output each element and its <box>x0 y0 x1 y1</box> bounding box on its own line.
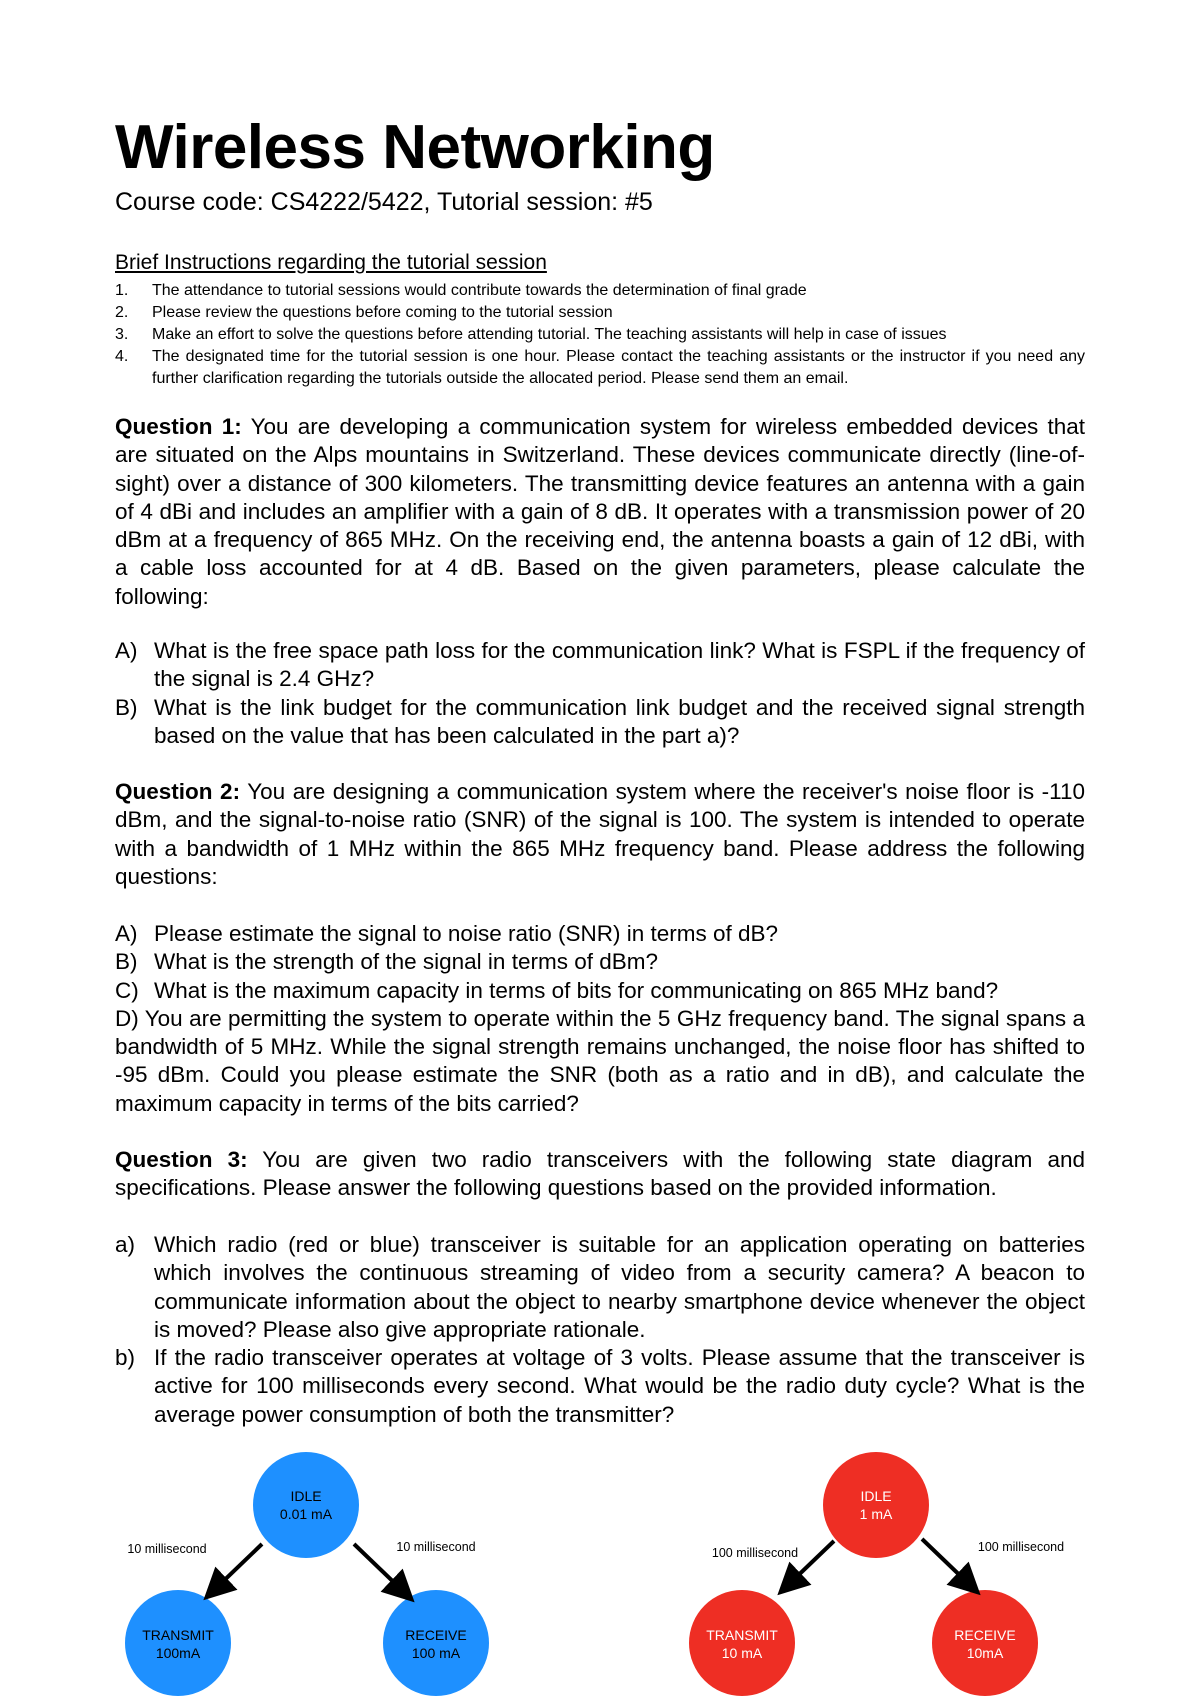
state-diagram-svg <box>0 1440 1200 1696</box>
question-part: B) What is the strength of the signal in terms of dBm? <box>115 949 658 975</box>
page-title: Wireless Networking <box>115 113 715 182</box>
red-radio-diagram <box>689 1452 1064 1696</box>
question-3-text: Question 3: You are given two radio transceivers with the following state diagram and specifications. Please answer the following questions based on the provided information. <box>115 1147 1085 1201</box>
instruction-item: 1. The attendance to tutorial sessions would contribute towards the determination of final grade <box>115 282 807 299</box>
instructions-list <box>115 280 1085 390</box>
question-1-text: Question 1: You are developing a communication system for wireless embedded devices that are situated on the Alps mountains in Switzerland. These devices communicate directly (line-of-sight) over a distance of 300 kilometers. The transmitting device features an antenna with a gain of 4 dBi and includes an amplifier with a gain of 8 dB. It operates with a transmission power of 20 dBm at a frequency of 865 MHz. On the receiving end, the antenna boasts a gain of 12 dBi, with a cable loss accounted for at 4 dB. Based on the given parameters, please calculate the following: <box>115 414 1085 609</box>
blue-transmit-current: 100mA <box>155 1645 201 1661</box>
blue-transmit-label: TRANSMIT <box>142 1627 214 1643</box>
question-part: b) If the radio transceiver operates at voltage of 3 volts. Please assume that the transceiver is active for 100 milliseconds every second. What would be the radio duty cycle? What is the average power consumption of both the transmitter? <box>115 1345 1085 1427</box>
red-receive-label: RECEIVE <box>954 1627 1016 1643</box>
blue-receive-label: RECEIVE <box>405 1627 467 1643</box>
question-1-parts <box>115 637 1085 750</box>
red-left-edge-label: 100 millisecond <box>711 1546 799 1560</box>
question-part: B) What is the link budget for the communication link budget and the received signal strength based on the value that has been calculated in the part a)? <box>115 694 1085 748</box>
red-receive-current: 10mA <box>966 1645 1004 1661</box>
blue-receive-node <box>383 1590 489 1696</box>
red-idle-node <box>823 1452 929 1558</box>
question-2-text: Question 2: You are designing a communication system where the receiver's noise floor is -110 dBm, and the signal-to-noise ratio (SNR) of the signal is 100. The system is intended to operate with a bandwidth of 1 MHz within the 865 MHz frequency band. Please address the following questions: <box>115 779 1085 889</box>
instructions-heading: Brief Instructions regarding the tutorial session <box>115 251 547 274</box>
instruction-item: 2. Please review the questions before coming to the tutorial session <box>115 304 613 321</box>
blue-transmit-arrow <box>212 1544 262 1592</box>
red-transmit-current: 10 mA <box>721 1645 763 1661</box>
red-receive-arrow <box>922 1539 972 1587</box>
instruction-item: 3. Make an effort to solve the questions before attending tutorial. The teaching assistants will help in case of issues <box>115 326 947 343</box>
blue-radio-diagram <box>125 1452 489 1696</box>
blue-left-edge-label: 10 millisecond <box>127 1542 207 1556</box>
course-subtitle: Course code: CS4222/5422, Tutorial session: #5 <box>115 188 653 216</box>
red-idle-label: IDLE <box>860 1488 892 1504</box>
question-part: a) Which radio (red or blue) transceiver is suitable for an application operating on batteries which involves the continuous streaming of video from a security camera? A beacon to communicate information about the object to nearby smartphone device whenever the object is moved? Please also give appropriate rationale. <box>115 1232 1085 1342</box>
red-receive-node <box>932 1590 1038 1696</box>
blue-receive-current: 100 mA <box>411 1645 461 1661</box>
red-right-edge-label: 100 millisecond <box>977 1540 1065 1554</box>
question-part: A) What is the free space path loss for the communication link? What is FSPL if the frequency of the signal is 2.4 GHz? <box>115 638 1085 692</box>
red-transmit-label: TRANSMIT <box>706 1627 778 1643</box>
blue-idle-current: 0.01 mA <box>279 1506 333 1522</box>
question-part: C) What is the maximum capacity in terms of bits for communicating on 865 MHz band? <box>115 977 999 1003</box>
red-idle-current: 1 mA <box>859 1506 893 1522</box>
question-part: A) Please estimate the signal to noise ratio (SNR) in terms of dB? <box>115 921 779 946</box>
blue-right-edge-label: 10 millisecond <box>396 1540 476 1554</box>
instruction-item: 4. The designated time for the tutorial session is one hour. Please contact the teaching assistants or the instructor if you need any further clarification regarding the tutorials outside the allocated period. Please send them an email. <box>115 348 1085 387</box>
blue-idle-label: IDLE <box>290 1488 322 1504</box>
question-1-label: Question 1: <box>115 414 242 439</box>
blue-transmit-node <box>125 1590 231 1696</box>
question-3-label: Question 3: <box>115 1147 248 1172</box>
question-2-label: Question 2: <box>115 779 241 804</box>
question-2-parts <box>115 920 1085 1118</box>
state-diagrams <box>0 1440 1200 1696</box>
red-transmit-node <box>689 1590 795 1696</box>
question-3-parts <box>115 1231 1085 1429</box>
question-part-d: D) You are permitting the system to operate within the 5 GHz frequency band. The signal spans a bandwidth of 5 MHz. While the signal strength remains unchanged, the noise floor has shifted to -95 dBm. Could you please estimate the SNR (both as a ratio and in dB), and calculate the maximum capacity in terms of the bits carried? <box>115 1005 1085 1116</box>
blue-idle-node <box>253 1452 359 1558</box>
